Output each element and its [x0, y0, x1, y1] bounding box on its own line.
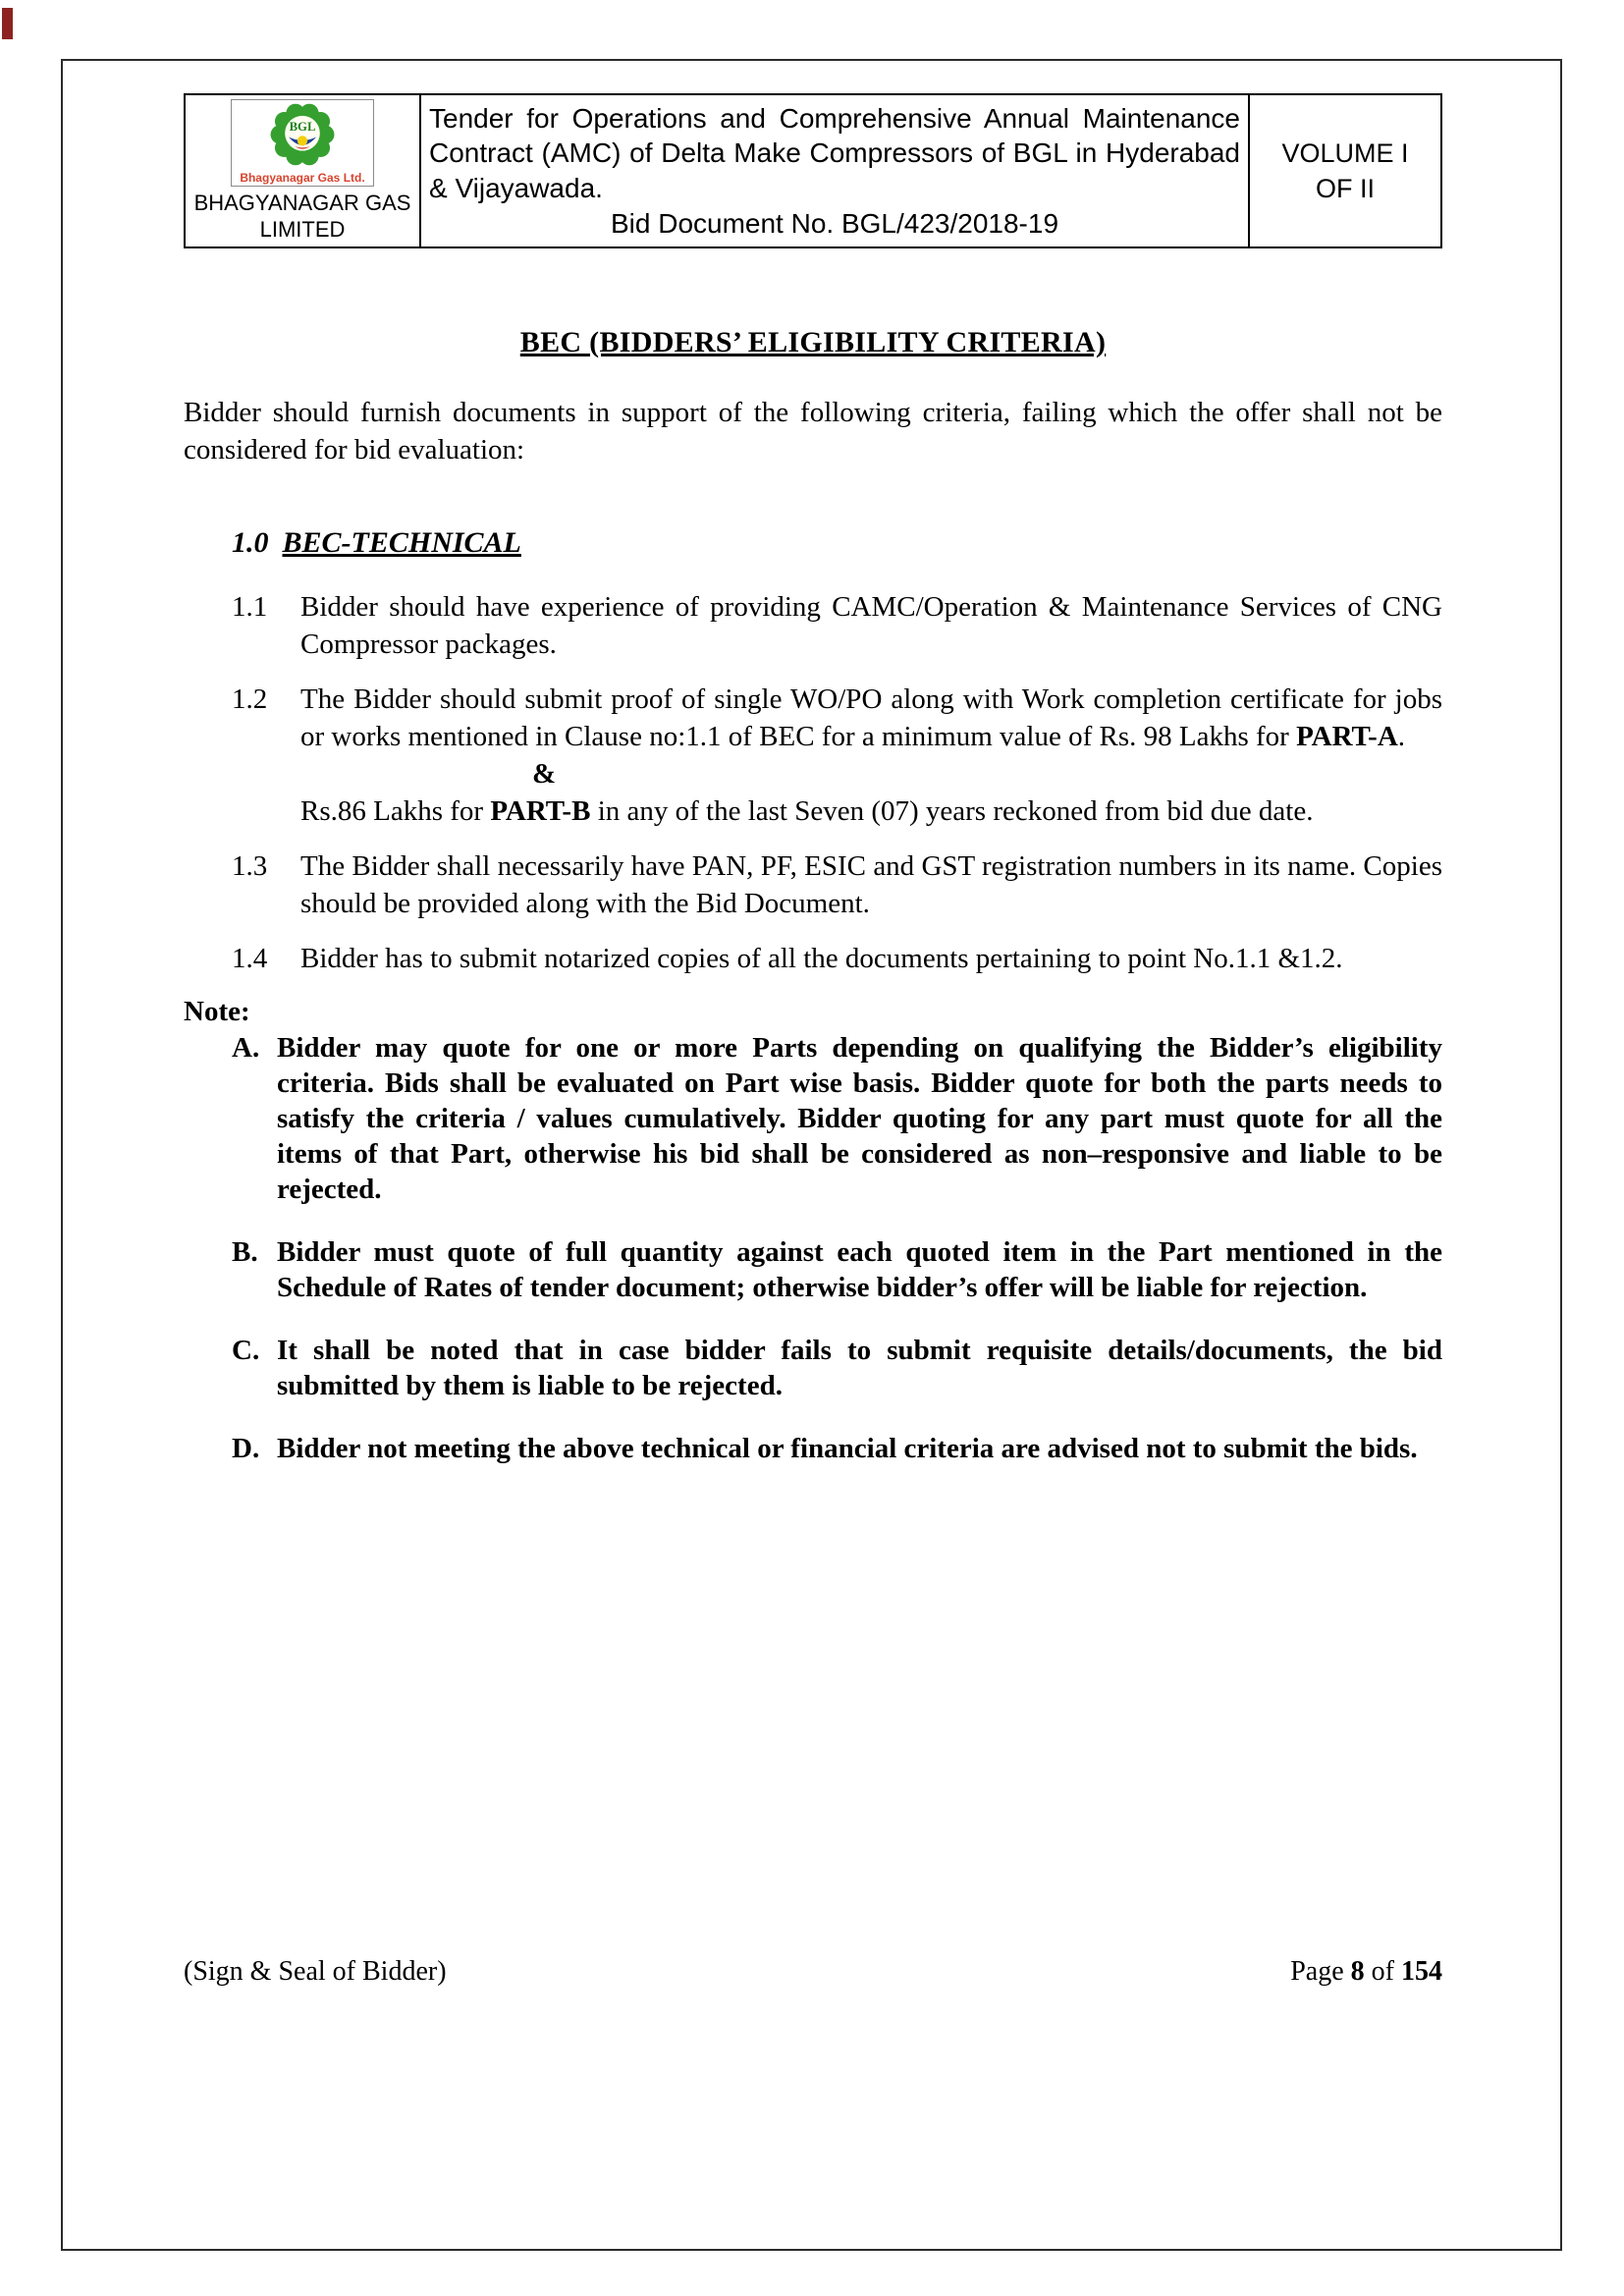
note-letter: A.	[232, 1031, 260, 1064]
clause-1-2	[232, 681, 1442, 830]
volume-cell	[1249, 94, 1441, 247]
clause-text: The Bidder shall necessarily have PAN, PF, ESIC and GST registration numbers in its name. Copies should be provided along with the Bid Document.	[300, 849, 1442, 919]
note-text: Bidder must quote of full quantity against each quoted item in the Part mentioned in the Schedule of Rates of tender document; otherwise bidder’s offer will be liable for rejection.	[277, 1235, 1442, 1303]
logo-caption: Bhagyanagar Gas Ltd.	[240, 171, 365, 185]
note-text: It shall be noted that in case bidder fails to submit requisite details/documents, the bid submitted by them is liable to be rejected.	[277, 1334, 1442, 1401]
ampersand-line: &	[532, 757, 557, 790]
clause-number: 1.4	[232, 942, 268, 974]
section-name: BEC-TECHNICAL	[282, 525, 521, 559]
bid-document-number: Bid Document No. BGL/423/2018-19	[610, 207, 1059, 239]
page-title-text: BEC (BIDDERS’ ELIGIBILITY CRITERIA)	[519, 325, 1107, 358]
clause-1-4	[232, 940, 1442, 977]
company-name-line1: BHAGYANAGAR GAS	[193, 191, 411, 216]
document-page	[61, 59, 1562, 2251]
company-name-line2: LIMITED	[259, 216, 346, 242]
scan-edge-artifact	[2, 8, 13, 39]
intro-paragraph: Bidder should furnish documents in support of the following criteria, failing which the offer shall not be considered for bid evaluation:	[184, 396, 1442, 465]
clause-1-3	[232, 847, 1442, 922]
page-content	[63, 61, 1560, 2249]
logo-cell	[185, 94, 420, 247]
clause-text: Bidder should have experience of providing CAMC/Operation & Maintenance Services of CNG Compressor packages.	[300, 590, 1442, 660]
note-item-b	[232, 1234, 1442, 1305]
text-segment: Page	[1290, 1956, 1351, 1987]
part-b-label: PART-B	[490, 794, 591, 827]
clause-number: 1.2	[232, 683, 268, 715]
text-segment: of	[1364, 1956, 1401, 1987]
part-a-label: PART-A	[1296, 720, 1398, 752]
section-number: 1.0	[232, 525, 269, 559]
text-segment: Rs.86 Lakhs for	[300, 794, 491, 827]
company-logo	[231, 99, 373, 187]
company-name	[193, 191, 411, 243]
tender-title: Tender for Operations and Comprehensive Annual Maintenance Contract (AMC) of Delta Make Compressors of BGL in Hyderabad & Vijayawada.	[429, 102, 1240, 203]
sign-seal-text: (Sign & Seal of Bidder)	[184, 1956, 447, 1987]
note-letter: D.	[232, 1432, 260, 1464]
page-title	[184, 326, 1442, 359]
clause-number: 1.3	[232, 849, 268, 882]
current-page-number: 8	[1350, 1956, 1365, 1987]
volume-line2: OF II	[1316, 173, 1375, 203]
logo-acronym-text: BGL	[289, 120, 316, 135]
note-letter: C.	[232, 1334, 260, 1366]
clause-1-2-part-a-paragraph	[300, 681, 1442, 755]
header-table	[184, 93, 1442, 248]
note-text: Bidder may quote for one or more Parts depending on qualifying the Bidder’s eligibility criteria. Bids shall be evaluated on Part wise basis. Bidder quote for both the parts needs to satisfy the criteria / values cumulatively. Bidder quoting for any part must quote for all the items of that Part, otherwise his bid shall be considered as non–responsive and liable to be rejected.	[277, 1031, 1442, 1205]
page-number-indicator	[1290, 1954, 1442, 1990]
clause-1-1	[232, 588, 1442, 663]
text-segment: The Bidder should submit proof of single WO/PO along with Work completion certificate for jobs or works mentioned in Clause no:1.1 of BEC for a minimum value of Rs. 98 Lakhs for	[300, 683, 1442, 752]
clause-1-2-part-b-paragraph	[300, 793, 1442, 830]
section-heading	[232, 526, 1442, 560]
tender-title-cell	[420, 94, 1249, 247]
text-segment: .	[1397, 720, 1406, 752]
bgl-flower-logo-icon	[268, 103, 337, 166]
clause-number: 1.1	[232, 590, 268, 623]
note-item-c	[232, 1333, 1442, 1403]
note-letter: B.	[232, 1235, 258, 1268]
page-footer	[184, 1954, 1442, 1990]
text-segment: in any of the last Seven (07) years reckoned from bid due date.	[590, 794, 1314, 827]
note-label: Note:	[184, 995, 250, 1027]
clause-text	[300, 681, 1442, 830]
total-page-count: 154	[1401, 1956, 1442, 1987]
note-item-a	[232, 1030, 1442, 1207]
volume-line1: VOLUME I	[1281, 137, 1409, 168]
clause-text: Bidder has to submit notarized copies of all the documents pertaining to point No.1.1 &1.2.	[300, 942, 1343, 974]
note-text: Bidder not meeting the above technical or financial criteria are advised not to submit the bids.	[277, 1432, 1418, 1464]
note-item-d	[232, 1431, 1442, 1466]
